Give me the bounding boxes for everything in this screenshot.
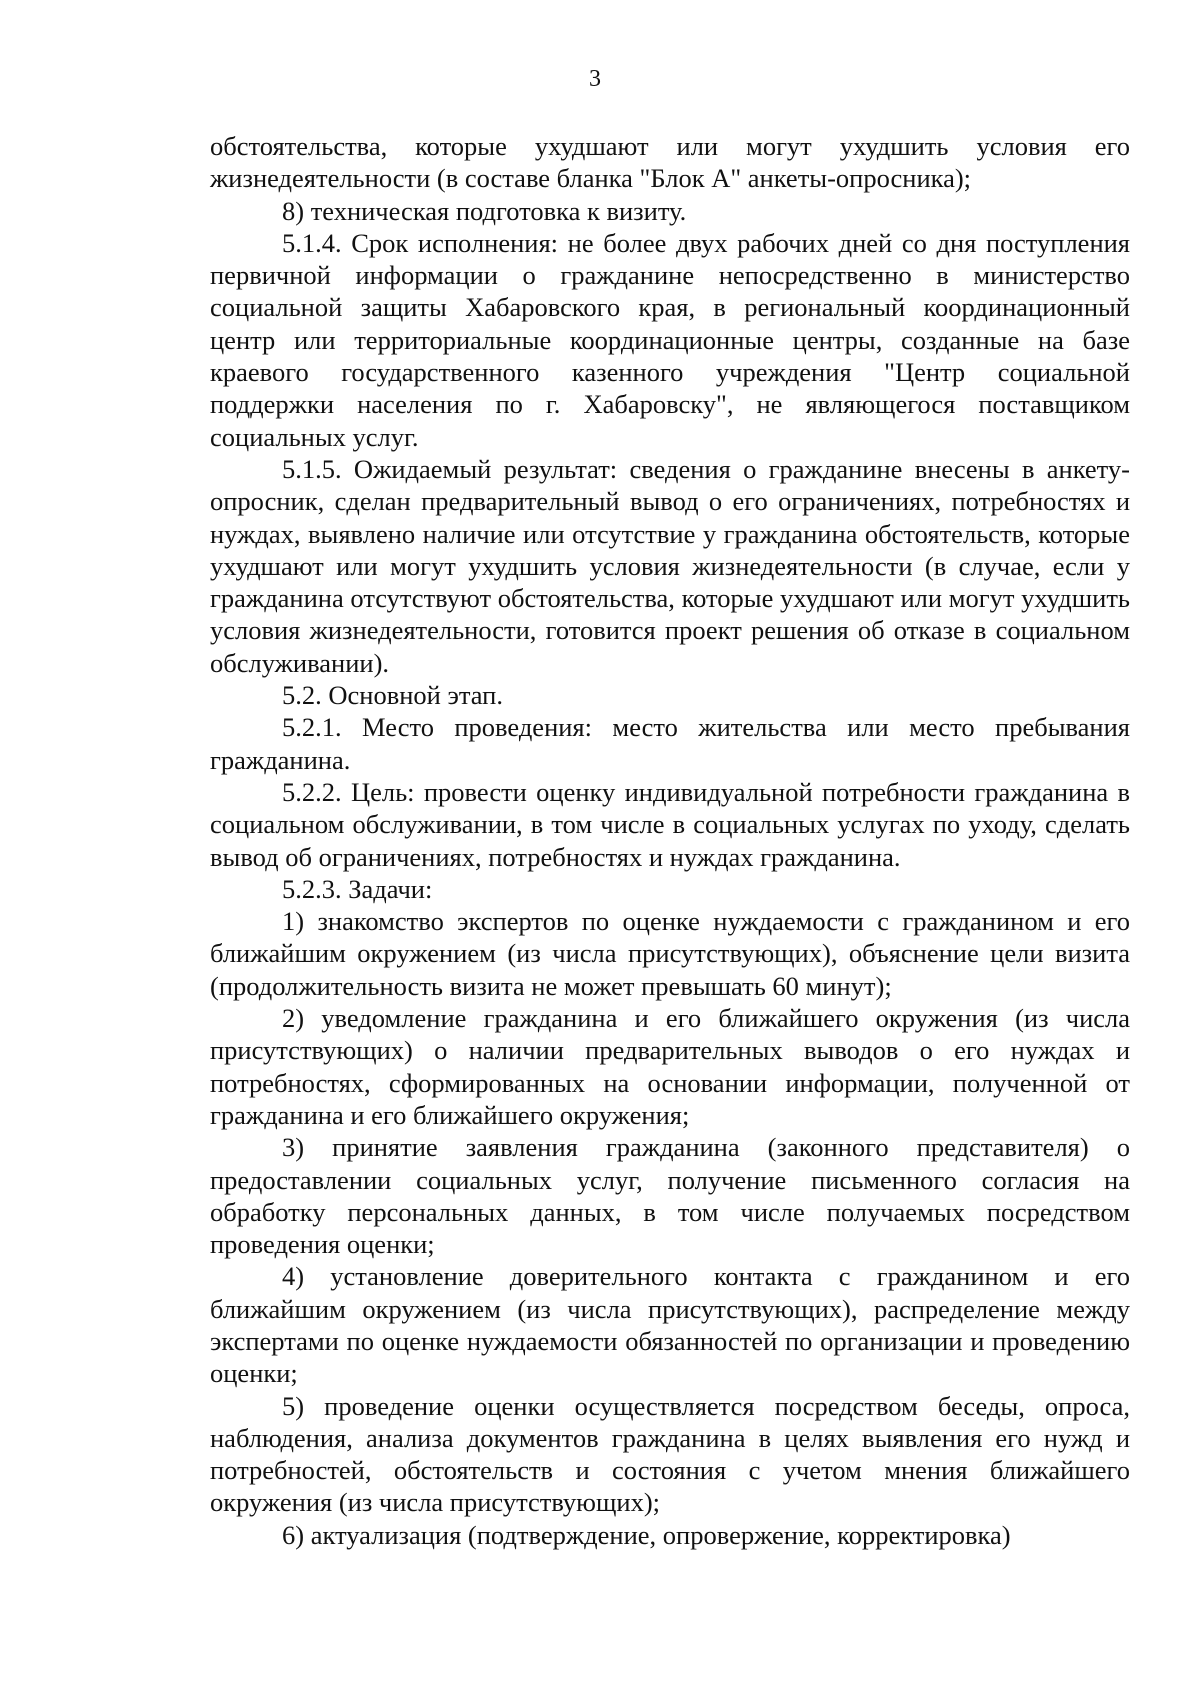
paragraph: 5) проведение оценки осуществляется посредством беседы, опроса, наблюдения, анализа документов гражданина в целях выявления его нужд и потребностей, обстоятельств и состояния с учетом мнения ближайшего окружения (из числа присутствующих); — [210, 1390, 1130, 1518]
paragraph: 5.2.1. Место проведения: место жительства или место пребывания гражданина. — [210, 712, 1130, 775]
paragraph: 5.1.5. Ожидаемый результат: сведения о гражданине внесены в анкету-опросник, сделан предварительный вывод о его ограничениях, потребностях и нуждах, выявлено наличие или отсутствие у гражданина обстоятельств, которые ухудшают или могут ухудшить условия жизнедеятельности (в случае, если у гражданина отсутствуют обстоятельства, которые ухудшают или могут ухудшить условия жизнедеятельности, готовится проект решения об отказе в социальном обслуживании). — [210, 453, 1130, 678]
paragraph: 8) техническая подготовка к визиту. — [282, 195, 687, 226]
paragraph: 4) установление доверительного контакта с гражданином и его ближайшим окружением (из числа присутствующих), распределение между экспертами по оценке нуждаемости обязанностей по организации и проведению оценки; — [210, 1261, 1130, 1389]
paragraph: 1) знакомство экспертов по оценке нуждаемости с гражданином и его ближайшим окружением (из числа присутствующих), объяснение цели визита (продолжительность визита не может превышать 60 минут); — [210, 906, 1130, 1001]
paragraph: 5.1.4. Срок исполнения: не более двух рабочих дней со дня поступления первичной информации о гражданине непосредственно в министерство социальной защиты Хабаровского края, в региональный координационный центр или территориальные координационные центры, созданные на базе краевого государственного казенного учреждения "Центр социальной поддержки населения по г. Хабаровску", не являющегося поставщиком социальных услуг. — [210, 227, 1130, 452]
paragraph: 5.2. Основной этап. — [282, 680, 503, 711]
paragraph: обстоятельства, которые ухудшают или могут ухудшить условия его жизнедеятельности (в составе бланка "Блок А" анкеты-опросника); — [210, 131, 1130, 194]
paragraph: 5.2.2. Цель: провести оценку индивидуальной потребности гражданина в социальном обслуживании, в том числе в социальных услугах по уходу, сделать вывод об ограничениях, потребностях и нуждах гражданина. — [210, 776, 1130, 872]
paragraph: 2) уведомление гражданина и его ближайшего окружения (из числа присутствующих) о наличии предварительных выводов о его нуждах и потребностях, сформированных на основании информации, полученной от гражданина и его ближайшего окружения; — [210, 1003, 1130, 1130]
paragraph: 5.2.3. Задачи: — [282, 873, 433, 904]
paragraph: 3) принятие заявления гражданина (законного представителя) о предоставлении социальных услуг, получение письменного согласия на обработку персональных данных, в том числе получаемых посредством проведения оценки; — [210, 1132, 1130, 1260]
paragraph: 6) актуализация (подтверждение, опровержение, корректировка) — [282, 1519, 1011, 1550]
document-body — [210, 130, 1130, 1551]
page-number: 3 — [589, 66, 601, 92]
